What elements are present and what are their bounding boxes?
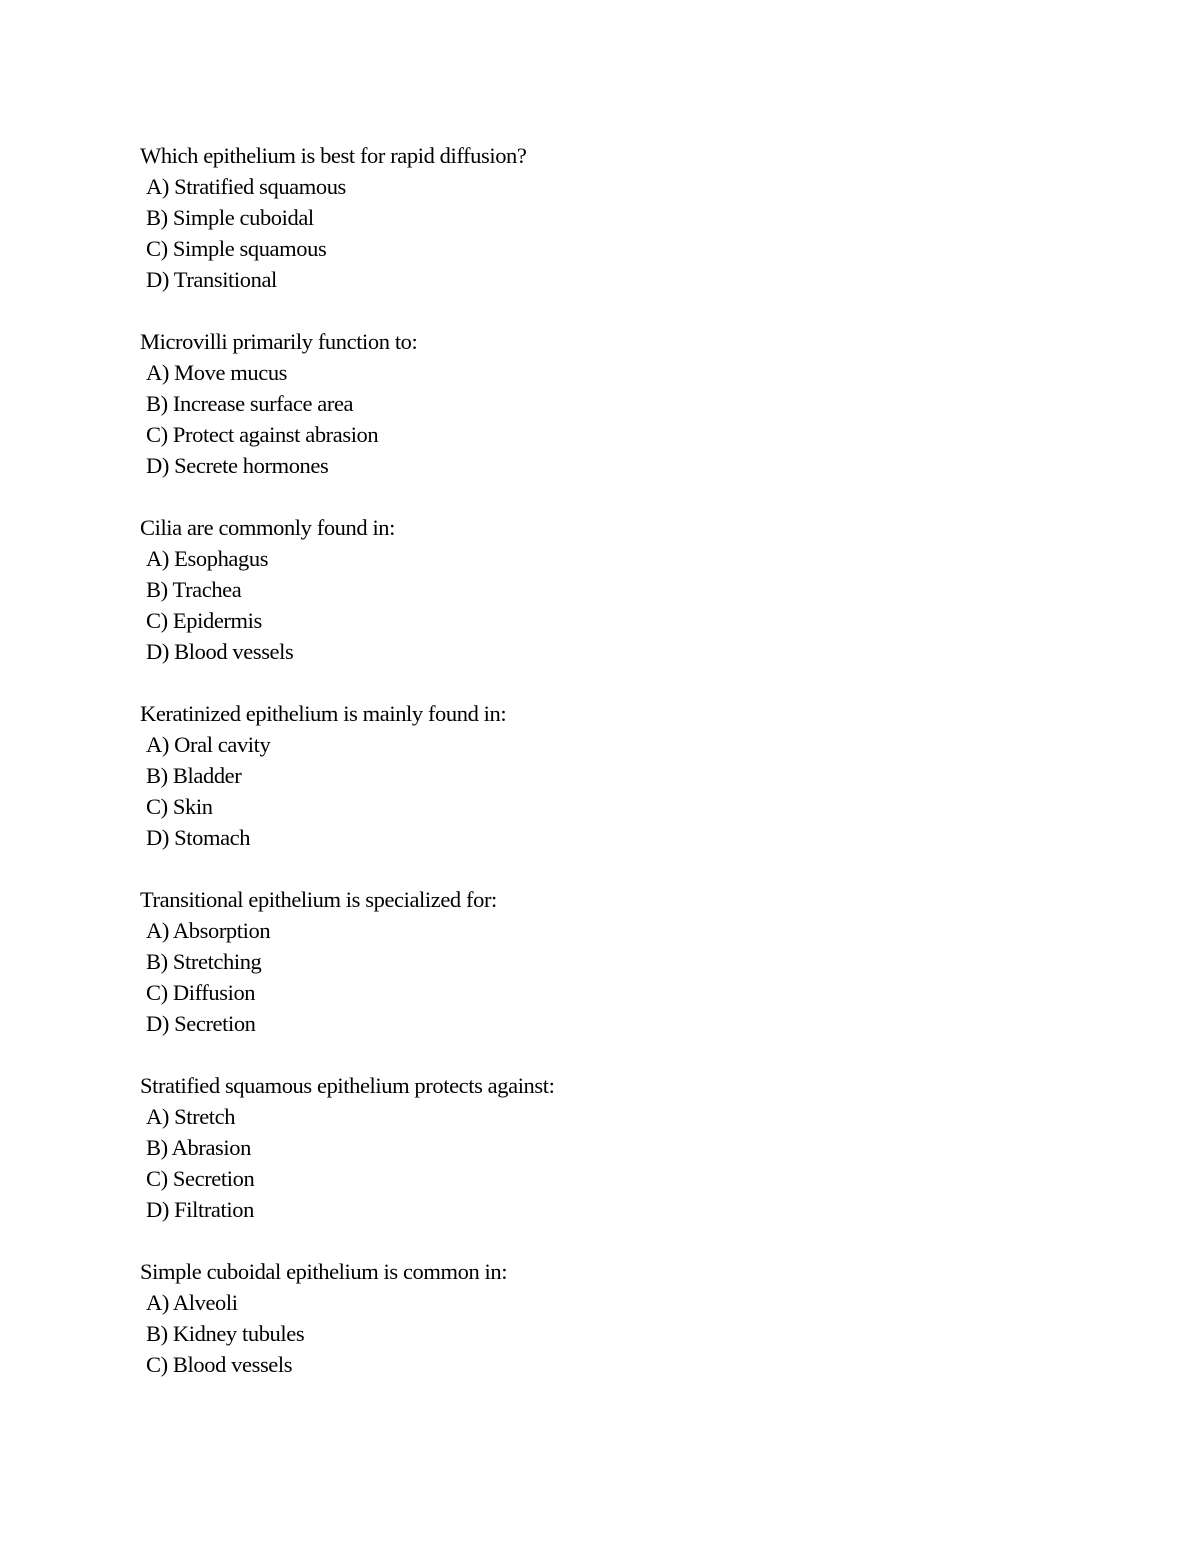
option-c: C) Blood vessels [146,1352,293,1377]
option-b: B) Stretching [146,949,262,974]
quiz-content [140,140,1140,1411]
option-c: C) Skin [146,794,213,819]
option-c: C) Epidermis [146,608,262,633]
option-b: B) Bladder [146,763,242,788]
option-a: A) Stratified squamous [146,174,346,199]
question-block [140,884,1140,1039]
question-text: Simple cuboidal epithelium is common in: [140,1259,508,1284]
option-c: C) Simple squamous [146,236,327,261]
question-block [140,1256,1140,1380]
question-text: Cilia are commonly found in: [140,515,395,540]
option-c: C) Diffusion [146,980,256,1005]
question-block [140,140,1140,295]
option-d: D) Filtration [146,1197,254,1222]
option-a: A) Absorption [146,918,271,943]
option-d: D) Secrete hormones [146,453,329,478]
question-block [140,698,1140,853]
option-a: A) Move mucus [146,360,288,385]
option-a: A) Oral cavity [146,732,271,757]
option-b: B) Increase surface area [146,391,354,416]
option-a: A) Alveoli [146,1290,238,1315]
option-d: D) Stomach [146,825,251,850]
question-text: Microvilli primarily function to: [140,329,418,354]
option-d: D) Blood vessels [146,639,294,664]
option-c: C) Secretion [146,1166,255,1191]
option-d: D) Secretion [146,1011,256,1036]
option-c: C) Protect against abrasion [146,422,379,447]
question-text: Which epithelium is best for rapid diffusion? [140,143,527,168]
option-b: B) Kidney tubules [146,1321,305,1346]
question-block [140,1070,1140,1225]
option-a: A) Esophagus [146,546,269,571]
question-text: Stratified squamous epithelium protects against: [140,1073,555,1098]
option-d: D) Transitional [146,267,277,292]
question-text: Transitional epithelium is specialized for: [140,887,497,912]
option-b: B) Abrasion [146,1135,251,1160]
question-block [140,326,1140,481]
option-b: B) Trachea [146,577,242,602]
question-text: Keratinized epithelium is mainly found in: [140,701,507,726]
option-b: B) Simple cuboidal [146,205,314,230]
option-a: A) Stretch [146,1104,236,1129]
question-block [140,512,1140,667]
